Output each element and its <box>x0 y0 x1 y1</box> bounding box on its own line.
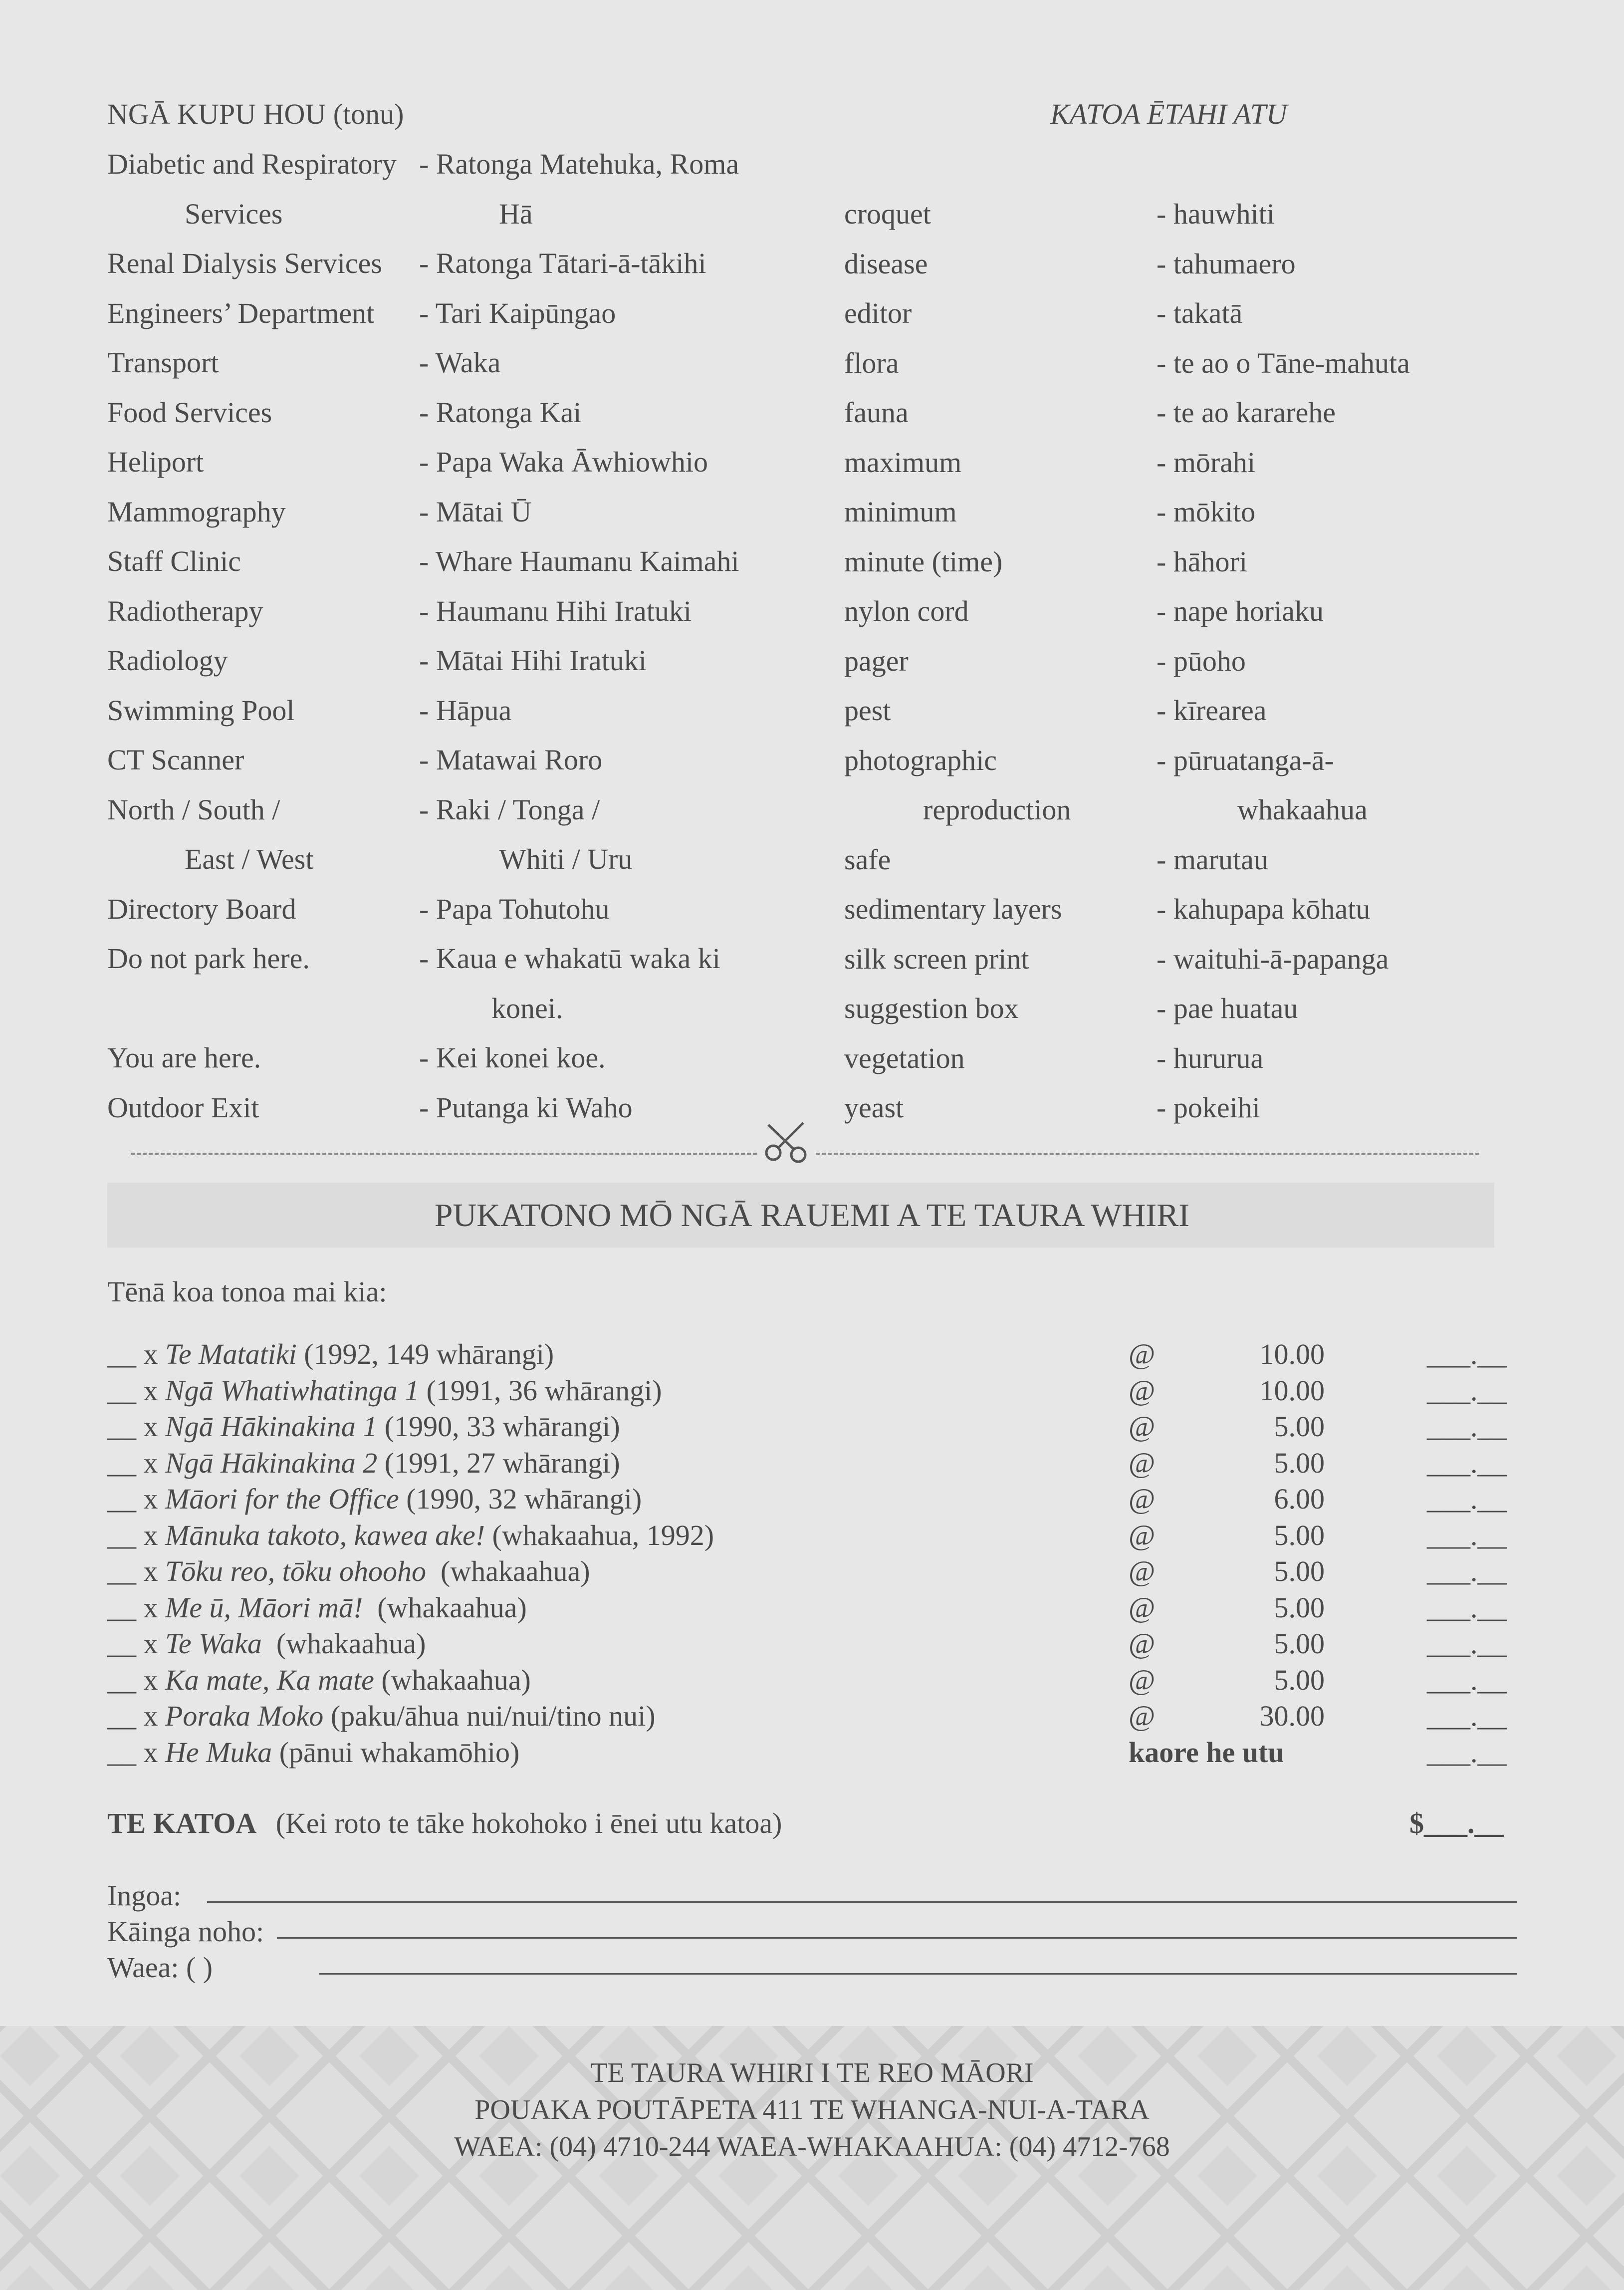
quantity-field[interactable]: __ x <box>107 1374 165 1407</box>
left-vocab-maori: - Mātai Hihi Iratuki <box>419 644 647 677</box>
left-vocab-maori: - Papa Waka Āwhiowhio <box>419 446 708 478</box>
right-vocab-maori: - kīrearea <box>1157 694 1267 727</box>
order-item-amount-field[interactable]: ___.__ <box>1427 1627 1507 1660</box>
order-item-detail: (whakaahua) <box>261 1627 426 1660</box>
at-sign: @ <box>1129 1591 1156 1624</box>
left-vocab-english: Radiology <box>107 644 228 677</box>
total-row <box>107 1809 782 1838</box>
at-sign: @ <box>1129 1338 1156 1370</box>
left-vocab-english: Engineers’ Department <box>107 296 375 329</box>
order-item-detail: (1990, 33 whārangi) <box>377 1410 620 1443</box>
name-line[interactable] <box>207 1901 1517 1903</box>
at-sign: @ <box>1129 1555 1156 1587</box>
right-vocab-english: minimum <box>844 496 957 528</box>
right-vocab-maori: - pokeihi <box>1157 1091 1260 1124</box>
right-vocab-english: photographic <box>844 744 997 776</box>
left-vocab-maori: - Tari Kaipūngao <box>419 296 616 329</box>
quantity-field[interactable]: __ x <box>107 1519 165 1551</box>
phone-line[interactable] <box>319 1973 1517 1975</box>
quantity-field[interactable]: __ x <box>107 1627 165 1660</box>
left-vocab-maori: - Kei konei koe. <box>419 1041 606 1074</box>
left-vocab-english: Swimming Pool <box>107 694 295 727</box>
left-vocab-english: North / South / <box>107 793 280 826</box>
left-vocab-maori: - Putanga ki Waho <box>419 1091 633 1124</box>
right-vocab-maori: - pūoho <box>1157 644 1246 677</box>
at-sign: @ <box>1129 1663 1156 1696</box>
quantity-field[interactable]: __ x <box>107 1591 165 1624</box>
left-vocab-english: You are here. <box>107 1041 261 1074</box>
left-vocab-english: Heliport <box>107 446 204 478</box>
order-item-detail: (whakaahua) <box>374 1663 531 1696</box>
order-item-price: 5.00 <box>1274 1627 1325 1660</box>
order-item <box>107 1629 426 1658</box>
footer-line-2: POUAKA POUTĀPETA 411 TE WHANGA-NUI-A-TARA <box>474 2094 1150 2125</box>
order-item-price: 5.00 <box>1274 1663 1325 1696</box>
left-vocab-english: Services <box>185 197 283 230</box>
right-vocab-maori: - tahumaero <box>1157 247 1296 280</box>
order-item-detail: (paku/āhua nui/nui/tino nui) <box>323 1700 656 1732</box>
total-label: TE KATOA <box>107 1807 257 1839</box>
order-item-price: 5.00 <box>1274 1410 1325 1443</box>
right-vocab-maori: - takatā <box>1157 297 1243 329</box>
right-vocab-english: editor <box>844 297 912 329</box>
quantity-field[interactable]: __ x <box>107 1663 165 1696</box>
order-item <box>107 1376 662 1405</box>
left-vocab-maori: - Haumanu Hihi Iratuki <box>419 594 692 627</box>
right-vocab-maori: - hauwhiti <box>1157 198 1275 230</box>
left-vocab-maori: Whiti / Uru <box>499 843 633 875</box>
order-item-detail: (1990, 32 whārangi) <box>399 1483 642 1515</box>
order-item <box>107 1557 590 1586</box>
right-vocab-maori: - mōrahi <box>1157 446 1256 479</box>
right-vocab-english: vegetation <box>844 1041 965 1074</box>
order-item-amount-field[interactable]: ___.__ <box>1427 1555 1507 1587</box>
quantity-field[interactable]: __ x <box>107 1736 165 1769</box>
left-vocab-english: Renal Dialysis Services <box>107 247 382 279</box>
left-heading: NGĀ KUPU HOU (tonu) <box>107 98 404 130</box>
right-vocab-english: croquet <box>844 198 931 230</box>
order-item-price: 5.00 <box>1274 1591 1325 1624</box>
footer-line-3: WAEA: (04) 4710-244 WAEA-WHAKAAHUA: (04) 4712-768 <box>454 2131 1170 2162</box>
left-vocab-english: Mammography <box>107 495 286 528</box>
left-vocab-english: Directory Board <box>107 892 296 925</box>
name-label: Ingoa: <box>107 1879 182 1912</box>
right-vocab-maori: - mōkito <box>1157 496 1256 528</box>
order-item-title: Te Waka <box>165 1627 262 1660</box>
order-item-amount-field[interactable]: ___.__ <box>1427 1446 1507 1479</box>
address-line[interactable] <box>277 1937 1517 1939</box>
order-item-title: Māori for the Office <box>165 1483 399 1515</box>
order-item-price: 10.00 <box>1259 1374 1325 1407</box>
order-item-amount-field[interactable]: ___.__ <box>1427 1338 1507 1370</box>
order-item-title: Ngā Whatiwhatinga 1 <box>165 1374 420 1407</box>
order-item-detail: (whakaahua, 1992) <box>485 1519 714 1551</box>
left-vocab-maori: - Hāpua <box>419 694 512 727</box>
order-item-title: Ngā Hākinakina 1 <box>165 1410 378 1443</box>
left-vocab-english: Transport <box>107 346 219 379</box>
right-vocab-english: reproduction <box>923 793 1071 826</box>
order-item-title: Te Matatiki <box>165 1338 297 1370</box>
order-item-title: Poraka Moko <box>165 1700 324 1732</box>
quantity-field[interactable]: __ x <box>107 1338 165 1370</box>
left-vocab-maori: - Whare Haumanu Kaimahi <box>419 545 739 577</box>
left-vocab-maori: - Ratonga Matehuka, Roma <box>419 148 739 180</box>
order-item-amount-field[interactable]: ___.__ <box>1427 1591 1507 1624</box>
order-title: PUKATONO MŌ NGĀ RAUEMI A TE TAURA WHIRI <box>434 1197 1190 1234</box>
order-item-detail: (pānui whakamōhio) <box>272 1736 520 1769</box>
right-vocab-maori: - nape horiaku <box>1157 595 1324 627</box>
scissors-icon <box>758 1118 813 1168</box>
order-item-amount-field[interactable]: ___.__ <box>1427 1374 1507 1407</box>
right-vocab-maori: - pae huatau <box>1157 992 1298 1024</box>
quantity-field[interactable]: __ x <box>107 1700 165 1732</box>
order-item-detail: (1991, 36 whārangi) <box>419 1374 662 1407</box>
left-vocab-maori: Hā <box>499 197 533 230</box>
right-vocab-maori: - te ao o Tāne-mahuta <box>1157 346 1410 379</box>
right-vocab-english: minute (time) <box>844 545 1003 578</box>
order-item-price: 6.00 <box>1274 1483 1325 1515</box>
order-item <box>107 1702 656 1731</box>
order-item <box>107 1663 531 1696</box>
left-vocab-maori: - Kaua e whakatū waka ki <box>419 942 720 975</box>
right-vocab-english: disease <box>844 247 928 280</box>
order-intro: Tēnā koa tonoa mai kia: <box>107 1275 387 1308</box>
order-item-title: Ka mate, Ka mate <box>165 1663 374 1696</box>
order-item-title: Ngā Hākinakina 2 <box>165 1446 378 1479</box>
total-note: (Kei roto te tāke hokohoko i ēnei utu katoa) <box>275 1807 782 1839</box>
cut-line-left <box>131 1153 757 1155</box>
right-vocab-maori: - waituhi-ā-papanga <box>1157 942 1389 975</box>
order-item-detail: (whakaahua) <box>363 1591 527 1624</box>
right-vocab-english: pest <box>844 694 891 727</box>
left-vocab-english: East / West <box>185 843 314 875</box>
left-vocab-english: CT Scanner <box>107 744 244 776</box>
right-vocab-english: maximum <box>844 446 962 479</box>
order-item-price: 5.00 <box>1274 1519 1325 1551</box>
total-amount-field[interactable]: $___.__ <box>1409 1807 1504 1839</box>
order-item-amount-field[interactable]: ___.__ <box>1427 1410 1507 1443</box>
footer-line-1: TE TAURA WHIRI I TE REO MĀORI <box>590 2057 1034 2088</box>
order-item <box>107 1446 620 1479</box>
quantity-field[interactable]: __ x <box>107 1446 165 1479</box>
right-vocab-maori: - hāhori <box>1157 545 1247 578</box>
right-vocab-english: sedimentary layers <box>844 893 1062 925</box>
order-item-amount-field[interactable]: ___.__ <box>1427 1736 1507 1769</box>
order-item <box>107 1521 714 1550</box>
phone-label: Waea: ( ) <box>107 1951 213 1984</box>
left-vocab-maori: - Matawai Roro <box>419 744 603 776</box>
right-vocab-english: silk screen print <box>844 942 1029 975</box>
order-item-detail: (1991, 27 whārangi) <box>377 1446 620 1479</box>
left-vocab-maori: - Ratonga Kai <box>419 396 582 429</box>
order-item-price: kaore he utu <box>1129 1736 1284 1769</box>
left-vocab-maori: konei. <box>491 992 563 1024</box>
order-item <box>107 1485 642 1514</box>
at-sign: @ <box>1129 1410 1156 1443</box>
at-sign: @ <box>1129 1700 1156 1732</box>
left-vocab-english: Do not park here. <box>107 942 310 975</box>
at-sign: @ <box>1129 1374 1156 1407</box>
order-item-amount-field[interactable]: ___.__ <box>1427 1483 1507 1515</box>
order-item-amount-field[interactable]: ___.__ <box>1427 1519 1507 1551</box>
order-item-title: Me ū, Māori mā! <box>165 1591 363 1624</box>
at-sign: @ <box>1129 1627 1156 1660</box>
right-vocab-maori: - te ao kararehe <box>1157 396 1336 429</box>
right-vocab-english: suggestion box <box>844 992 1019 1024</box>
right-vocab-maori: - marutau <box>1157 843 1268 876</box>
left-vocab-english: Food Services <box>107 396 272 429</box>
address-label: Kāinga noho: <box>107 1915 264 1948</box>
at-sign: @ <box>1129 1446 1156 1479</box>
left-vocab-english: Outdoor Exit <box>107 1091 259 1124</box>
left-vocab-maori: - Raki / Tonga / <box>419 793 600 826</box>
order-item-detail: (1992, 149 whārangi) <box>296 1338 554 1370</box>
at-sign: @ <box>1129 1483 1156 1515</box>
right-vocab-maori: - hururua <box>1157 1041 1264 1074</box>
at-sign: @ <box>1129 1519 1156 1551</box>
order-item <box>107 1593 527 1622</box>
order-item-title: Mānuka takoto, kawea ake! <box>165 1519 485 1551</box>
right-heading: KATOA ĒTAHI ATU <box>1050 98 1287 130</box>
right-vocab-maori: - pūruatanga-ā- <box>1157 744 1334 776</box>
right-vocab-maori: - kahupapa kōhatu <box>1157 893 1371 925</box>
right-vocab-english: nylon cord <box>844 595 969 627</box>
right-vocab-english: pager <box>844 644 909 677</box>
order-item <box>107 1412 620 1441</box>
order-item-price: 30.00 <box>1259 1700 1325 1732</box>
left-vocab-maori: - Papa Tohutohu <box>419 892 610 925</box>
right-vocab-english: yeast <box>844 1091 904 1124</box>
left-vocab-maori: - Waka <box>419 346 501 379</box>
order-item-amount-field[interactable]: ___.__ <box>1427 1700 1507 1732</box>
left-vocab-english: Staff Clinic <box>107 545 241 577</box>
right-vocab-english: safe <box>844 843 891 876</box>
order-item <box>107 1340 554 1369</box>
left-vocab-maori: - Mātai Ū <box>419 495 532 528</box>
quantity-field[interactable]: __ x <box>107 1410 165 1443</box>
right-vocab-english: fauna <box>844 396 909 429</box>
order-item-price: 5.00 <box>1274 1555 1325 1587</box>
right-vocab-maori: whakaahua <box>1237 793 1368 826</box>
left-vocab-maori: - Ratonga Tātari-ā-tākihi <box>419 247 706 279</box>
order-item-amount-field[interactable]: ___.__ <box>1427 1663 1507 1696</box>
cut-line-right <box>816 1153 1479 1155</box>
order-item-price: 5.00 <box>1274 1446 1325 1479</box>
left-vocab-english: Diabetic and Respiratory <box>107 148 397 180</box>
left-vocab-english: Radiotherapy <box>107 594 263 627</box>
order-item-title: Tōku reo, tōku ohooho <box>165 1555 427 1587</box>
quantity-field[interactable]: __ x <box>107 1483 165 1515</box>
order-item-detail: (whakaahua) <box>426 1555 590 1587</box>
order-item <box>107 1738 519 1767</box>
order-item-price: 10.00 <box>1259 1338 1325 1370</box>
order-item-title: He Muka <box>165 1736 272 1769</box>
right-vocab-english: flora <box>844 346 899 379</box>
quantity-field[interactable]: __ x <box>107 1555 165 1587</box>
